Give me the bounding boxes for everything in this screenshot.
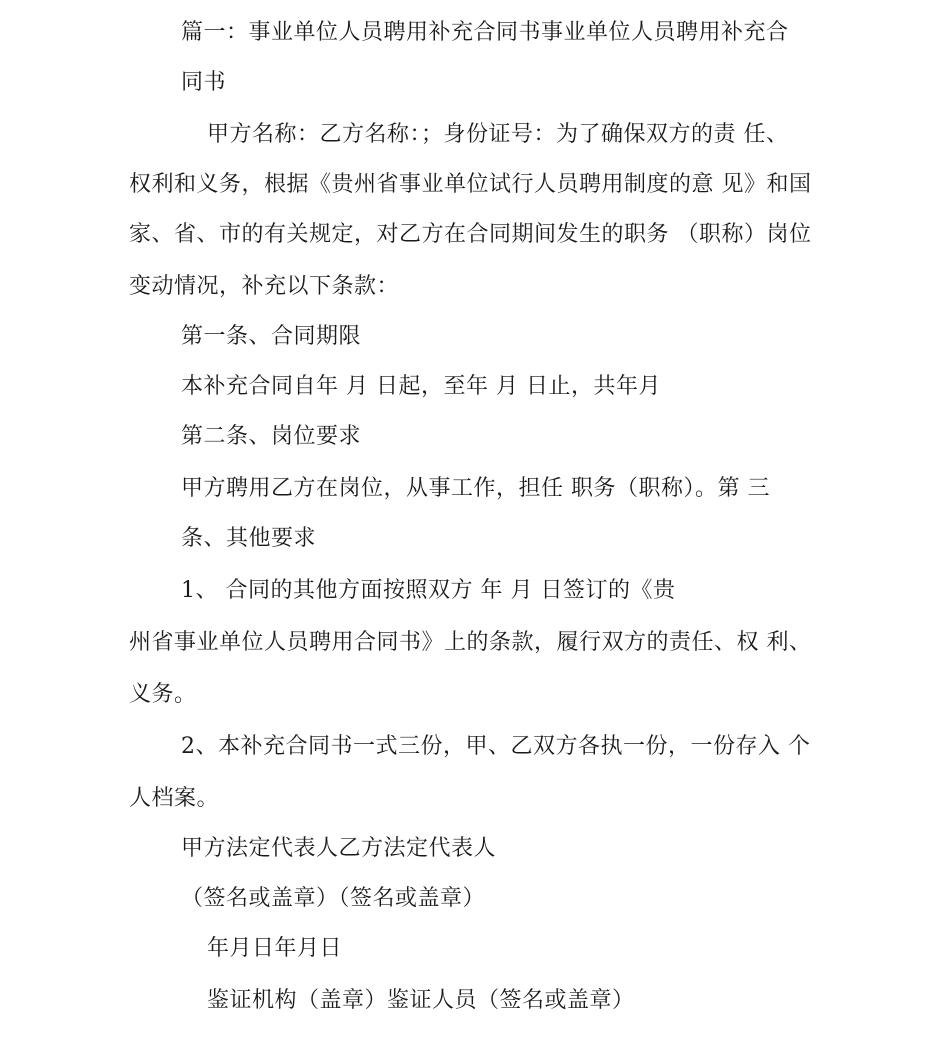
paragraph-line: 变动情况，补充以下条款： — [129, 274, 400, 299]
paragraph-line: 义务。 — [129, 682, 197, 707]
authentication-line: 鉴证机构（盖章）鉴证人员（签名或盖章） — [207, 988, 635, 1013]
paragraph-line: 本补充合同自年 月 日起，至年 月 日止，共年月 — [181, 374, 661, 399]
paragraph-line: 2、本补充合同书一式三份，甲、乙双方各执一份，一份存入 个 — [181, 734, 811, 759]
paragraph-line: 家、省、市的有关规定，对乙方在合同期间发生的职务 （职称）岗位 — [129, 222, 812, 247]
clause-heading: 条、其他要求 — [181, 526, 317, 551]
paragraph-line: 权利和义务，根据《贵州省事业单位试行人员聘用制度的意 见》和国 — [129, 172, 812, 197]
paragraph-line: 1、 合同的其他方面按照双方 年 月 日签订的《贵 — [181, 578, 676, 603]
date-line: 年月日年月日 — [207, 936, 343, 961]
document-title-line-1: 篇一：事业单位人员聘用补充合同书事业单位人员聘用补充合 — [181, 20, 789, 45]
signature-label: 甲方法定代表人乙方法定代表人 — [181, 836, 497, 861]
paragraph-line: 甲方名称：乙方名称：；身份证号：为了确保双方的责 任、 — [207, 122, 789, 147]
signature-note: （签名或盖章）（签名或盖章） — [181, 886, 486, 911]
paragraph-line: 州省事业单位人员聘用合同书》上的条款，履行双方的责任、权 利、 — [129, 630, 812, 655]
paragraph-line: 甲方聘用乙方在岗位，从事工作，担任 职务（职称）。第 三 — [181, 476, 770, 501]
document-title-line-2: 同书 — [181, 70, 227, 95]
clause-heading: 第一条、合同期限 — [181, 324, 362, 349]
clause-heading: 第二条、岗位要求 — [181, 424, 362, 449]
paragraph-line: 人档案。 — [129, 786, 220, 811]
